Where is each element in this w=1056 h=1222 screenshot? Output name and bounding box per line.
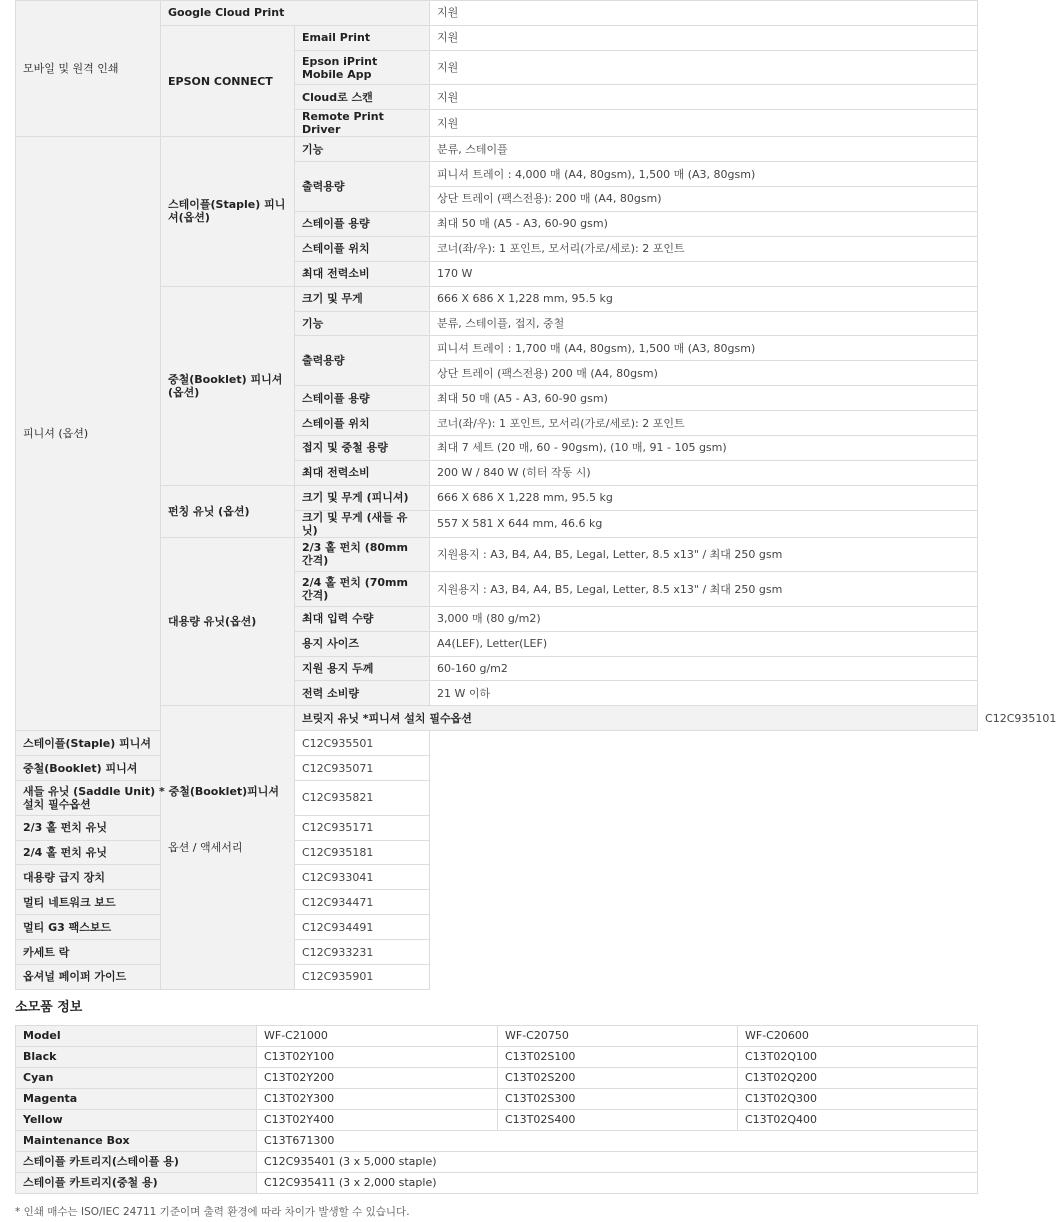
spec-value: 분류, 스테이플: [430, 137, 978, 162]
spec-value: 최대 50 매 (A5 - A3, 60-90 gsm): [430, 386, 978, 411]
spec-value: 지원: [430, 50, 978, 85]
spec-value: 상단 트레이 (팩스전용): 200 매 (A4, 80gsm): [430, 187, 978, 212]
spec-label: 기능: [295, 311, 430, 336]
row-header: Cyan: [16, 1068, 257, 1089]
row-header: 스테이플 카트리지(스테이플 용): [16, 1152, 257, 1173]
table-cell: C13T02Y300: [257, 1089, 498, 1110]
option-label: 중철(Booklet) 피니셔: [16, 756, 295, 781]
spec-value: 지원: [430, 85, 978, 110]
spec-label: 스테이플 용량: [295, 211, 430, 236]
consumables-table: [15, 1025, 978, 1194]
table-cell: WF-C20600: [738, 1026, 978, 1047]
table-row: [16, 1068, 978, 1089]
spec-value: 666 X 686 X 1,228 mm, 95.5 kg: [430, 485, 978, 510]
table-row: [16, 1026, 978, 1047]
spec-label: 지원 용지 두께: [295, 656, 430, 681]
spec-label: 스테이플 위치: [295, 411, 430, 436]
spec-label: 크기 및 무게 (새들 유닛): [295, 510, 430, 537]
spec-value: 170 W: [430, 261, 978, 286]
spec-label: 2/3 홀 펀치 (80mm 간격): [295, 537, 430, 572]
table-row: [16, 1173, 978, 1194]
row-header: Magenta: [16, 1089, 257, 1110]
spec-label: 기능: [295, 137, 430, 162]
spec-value: 지원: [430, 110, 978, 137]
spec-value: 상단 트레이 (팩스전용) 200 매 (A4, 80gsm): [430, 361, 978, 386]
spec-value: 코너(좌/우): 1 포인트, 모서리(가로/세로): 2 포인트: [430, 411, 978, 436]
option-code: C12C935171: [295, 815, 430, 840]
gcp-value: 지원: [430, 1, 978, 26]
spec-label: Email Print: [295, 25, 430, 50]
spec-value: 60-160 g/m2: [430, 656, 978, 681]
spec-label: 출력용량: [295, 336, 430, 386]
spec-value: 21 W 이하: [430, 681, 978, 706]
table-cell: C13T02Y100: [257, 1047, 498, 1068]
row-header: Model: [16, 1026, 257, 1047]
option-code: C12C933231: [295, 940, 430, 965]
option-label: 멀티 G3 팩스보드: [16, 915, 295, 940]
spec-label: 접지 및 중철 용량: [295, 435, 430, 460]
spec-value: 지원: [430, 25, 978, 50]
spec-value: A4(LEF), Letter(LEF): [430, 631, 978, 656]
table-row: [16, 1047, 978, 1068]
spec-label: 최대 전력소비: [295, 261, 430, 286]
epson-connect-label: EPSON CONNECT: [161, 25, 295, 136]
spec-value: 피니셔 트레이 : 4,000 매 (A4, 80gsm), 1,500 매 (A3, 80gsm): [430, 162, 978, 187]
option-label: 스테이플(Staple) 피니셔: [16, 731, 295, 756]
spec-label: 출력용량: [295, 162, 430, 212]
table-cell: C13T02Q100: [738, 1047, 978, 1068]
spec-label: Epson iPrint Mobile App: [295, 50, 430, 85]
option-code: C12C933041: [295, 865, 430, 890]
spec-value: 666 X 686 X 1,228 mm, 95.5 kg: [430, 286, 978, 311]
option-label: 옵셔널 페이퍼 가이드: [16, 964, 295, 989]
spec-value: 최대 50 매 (A5 - A3, 60-90 gsm): [430, 211, 978, 236]
table-cell: C13T02Y200: [257, 1068, 498, 1089]
table-cell: C12C935411 (3 x 2,000 staple): [257, 1173, 978, 1194]
spec-value: 지원용지 : A3, B4, A4, B5, Legal, Letter, 8.5 x13" / 최대 250 gsm: [430, 537, 978, 572]
spec-label: Remote Print Driver: [295, 110, 430, 137]
table-cell: C12C935401 (3 x 5,000 staple): [257, 1152, 978, 1173]
row-header: Black: [16, 1047, 257, 1068]
option-label: 카세트 락: [16, 940, 295, 965]
spec-value: 3,000 매 (80 g/m2): [430, 606, 978, 631]
option-label: 2/4 홀 펀치 유닛: [16, 840, 295, 865]
spec-label: 용지 사이즈: [295, 631, 430, 656]
table-row: [16, 1152, 978, 1173]
table-cell: C13T02S400: [498, 1110, 738, 1131]
punch-unit-title: 펀칭 유닛 (옵션): [161, 485, 295, 537]
footnote: * 인쇄 매수는 ISO/IEC 24711 기준이며 출력 환경에 따라 차이가 발생할 수 있습니다.: [15, 1206, 410, 1218]
option-code: C12C934471: [295, 890, 430, 915]
spec-value: 557 X 581 X 644 mm, 46.6 kg: [430, 510, 978, 537]
row-header: Maintenance Box: [16, 1131, 257, 1152]
table-row: [16, 1131, 978, 1152]
consumables-heading: 소모품 정보: [15, 1000, 83, 1015]
spec-label: 스테이플 용량: [295, 386, 430, 411]
table-cell: C13T02Q200: [738, 1068, 978, 1089]
option-label: 멀티 네트워크 보드: [16, 890, 295, 915]
spec-label: 최대 전력소비: [295, 460, 430, 485]
spec-value: 분류, 스테이플, 접지, 중철: [430, 311, 978, 336]
row-header: Yellow: [16, 1110, 257, 1131]
spec-label: 스테이플 위치: [295, 236, 430, 261]
option-code: C12C935071: [295, 756, 430, 781]
option-label: 브릿지 유닛 *피니셔 설치 필수옵션: [295, 706, 978, 731]
row-header: 스테이플 카트리지(중철 용): [16, 1173, 257, 1194]
spec-label: 최대 입력 수량: [295, 606, 430, 631]
spec-value: 200 W / 840 W (히터 작동 시): [430, 460, 978, 485]
table-cell: C13T671300: [257, 1131, 978, 1152]
gcp-label: Google Cloud Print: [161, 1, 430, 26]
spec-value: 코너(좌/우): 1 포인트, 모서리(가로/세로): 2 포인트: [430, 236, 978, 261]
spec-label: 크기 및 무게 (피니셔): [295, 485, 430, 510]
lcu-title: 대용량 유닛(옵션): [161, 537, 295, 706]
option-label: 2/3 홀 펀치 유닛: [16, 815, 295, 840]
table-cell: C13T02S300: [498, 1089, 738, 1110]
option-label: 대용량 급지 장치: [16, 865, 295, 890]
option-code: C12C934491: [295, 915, 430, 940]
spec-value: 지원용지 : A3, B4, A4, B5, Legal, Letter, 8.5 x13" / 최대 250 gsm: [430, 572, 978, 607]
table-cell: WF-C21000: [257, 1026, 498, 1047]
spec-label: 크기 및 무게: [295, 286, 430, 311]
table-cell: C13T02S200: [498, 1068, 738, 1089]
option-code: C12C935821: [295, 781, 430, 816]
option-label: 새들 유닛 (Saddle Unit) * 중철(Booklet)피니셔 설치 필수옵션: [16, 781, 295, 816]
table-cell: C13T02Y400: [257, 1110, 498, 1131]
spec-label: 2/4 홀 펀치 (70mm 간격): [295, 572, 430, 607]
table-row: [16, 1110, 978, 1131]
table-cell: C13T02Q300: [738, 1089, 978, 1110]
option-code: C12C935901: [295, 964, 430, 989]
group-mobile: 모바일 및 원격 인쇄: [16, 1, 161, 137]
option-code: C12C935501: [295, 731, 430, 756]
table-cell: WF-C20750: [498, 1026, 738, 1047]
spec-table: 모바일 및 원격 인쇄 Google Cloud Print 지원 EPSON CONNECT Email Print 지원 Epson iPrint Mobile App 지원 Cloud로 스캔 지원 Remote Print Driver 지원 피니셔 (옵션) 스테이플(Staple) 피니셔(옵션) 기능 분류, 스테이플 출력용량 피니셔 트레이 : 4,000 매 (A4, 80gsm), 1,500 매 (A3, 80gsm) 상단 트레이 (팩스전용): 200 매 (A4, 80gsm) 스테이플 용량 최대 50 매 (A5 - A3, 60-90 gsm) 스테이플 위치 코너(좌/우): 1 포인트, 모서리(가로/세로): 2 포인트 최대 전력소비 170 W 중철(Booklet) 피니셔(옵션) 크기 및 무게 666 X 686 X 1,228 mm, 95.5 kg 기능 분류, 스테이플, 접지, 중철 출력용량 피니셔 트레이 : 1,700 매 (A4, 80gsm), 1,500 매 (A3, 80gsm) 상단 트레이 (팩스전용) 200 매 (A4, 80gsm) 스테이플 용량 최대 50 매 (A5 - A3, 60-90 gsm) 스테이플 위치 코너(좌/우): 1 포인트, 모서리(가로/세로): 2 포인트 접지 및 중철 용량 최대 7 세트 (20 매, 60 - 90gsm), (10 매, 91 - 105 gsm) 최대 전력소비 200 W / 840 W (히터 작동 시) 펀칭 유닛 (옵션) 크기 및 무게 (피니셔) 666 X 686 X 1,228 mm, 95.5 kg 크기 및 무게 (새들 유닛) 557 X 581 X 644 mm, 46.6 kg 대용량 유닛(옵션) 2/3 홀 펀치 (80mm 간격) 지원용지 : A3, B4, A4, B5, Legal, Letter, 8.5 x13" / 최대 250 gsm 2/4 홀 펀치 (70mm 간격) 지원용지 : A3, B4, A4, B5, Legal, Letter, 8.5 x13" / 최대 250 gsm 최대 입력 수량 3,000 매 (80 g/m2) 용지 사이즈 A4(LEF), Letter(LEF) 지원 용지 두께 60-160 g/m2 전력 소비량 21 W 이하 옵션 / 액세서리 브릿지 유닛 *피니셔 설치 필수옵션 C12C935101 스테이플(Staple) 피니셔 C12C935501 중철(Booklet) 피니셔 C12C935071 새들 유닛 (Saddle Unit) * 중철(Booklet)피니셔 설치 필수옵션 C12C935821 2/3 홀 펀치 유닛 C12C935171 2/4 홀 펀치 유닛 C12C935181 대용량 급지 장치 C12C933041 멀티 네트워크 보드 C12C934471 멀티 G3 팩스보드 C12C934491 카세트 락 C12C933231 옵셔널 페이퍼 가이드 C12C935901: [15, 0, 978, 990]
group-options: 옵션 / 액세서리: [161, 706, 295, 990]
table-row: [16, 1089, 978, 1110]
spec-label: 전력 소비량: [295, 681, 430, 706]
spec-label: Cloud로 스캔: [295, 85, 430, 110]
table-cell: C13T02Q400: [738, 1110, 978, 1131]
table-cell: C13T02S100: [498, 1047, 738, 1068]
staple-finisher-title: 스테이플(Staple) 피니셔(옵션): [161, 137, 295, 286]
booklet-finisher-title: 중철(Booklet) 피니셔(옵션): [161, 286, 295, 485]
group-finisher: 피니셔 (옵션): [16, 137, 161, 731]
option-code: C12C935181: [295, 840, 430, 865]
spec-value: 최대 7 세트 (20 매, 60 - 90gsm), (10 매, 91 - 105 gsm): [430, 435, 978, 460]
spec-value: 피니셔 트레이 : 1,700 매 (A4, 80gsm), 1,500 매 (A3, 80gsm): [430, 336, 978, 361]
